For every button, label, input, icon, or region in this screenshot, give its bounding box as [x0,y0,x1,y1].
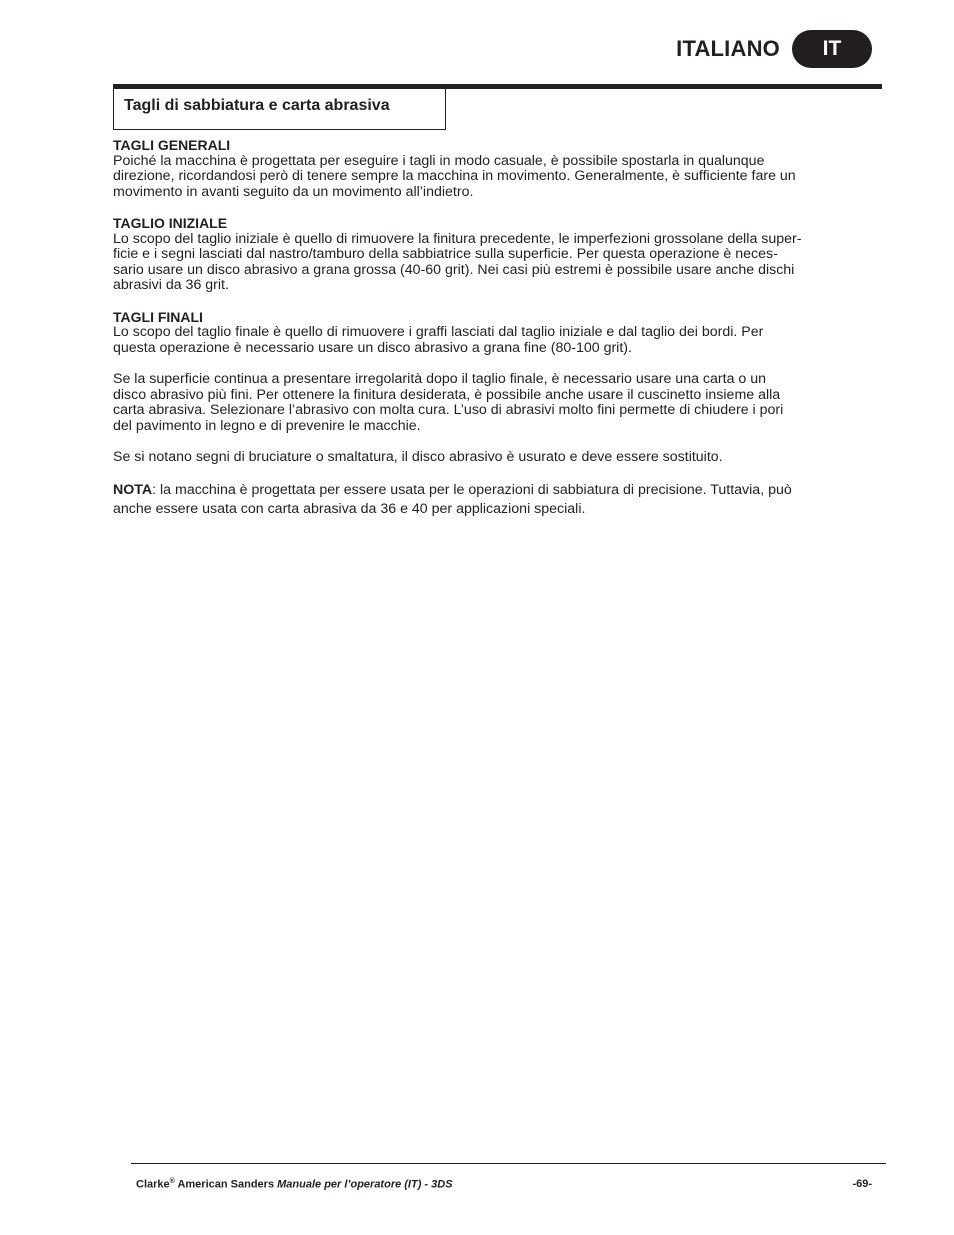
footer-manual-title: Manuale per l’operatore (IT) - 3DS [277,1178,453,1191]
body-line: movimento in avanti seguito da un movimento all’indietro. [113,183,474,200]
note-paragraph [113,481,875,519]
note-text: : la macchina è progettata per essere usata per le operazioni di sabbiatura di precisione. Tuttavia, può [152,482,792,499]
body-line: Lo scopo del taglio iniziale è quello di rimuovere la finitura precedente, le imperfezioni grossolane della super- [113,230,802,247]
body-line: carta abrasiva. Selezionare l’abrasivo con molta cura. L’uso di abrasivi molto fini permette di chiudere i pori [113,402,784,419]
block-heading: TAGLI GENERALI [113,137,231,153]
footer-company: American Sanders [174,1178,278,1191]
block-heading: TAGLIO INIZIALE [113,214,228,231]
language-name: ITALIANO [676,36,780,61]
page-content [113,138,875,535]
section-title: Tagli di sabbiatura e carta abrasiva [113,89,446,130]
language-badge: IT [792,30,872,68]
content-block [113,450,875,466]
content-block [113,310,875,357]
body-line: Se la superficie continua a presentare irregolarità dopo il taglio finale, è necessario usare una carta o un [113,370,767,387]
content-block [113,138,875,200]
page-number: -69- [852,1178,872,1190]
body-line: Se si notano segni di bruciature o smaltatura, il disco abrasivo è usurato e deve essere sostituito. [113,448,723,465]
registered-mark: ® [169,1178,175,1185]
footer-brand: Clarke [136,1178,170,1191]
footer-rule [131,1163,886,1164]
body-line: Poiché la macchina è progettata per eseguire i tagli in modo casuale, è possibile spostarla in qualunque [113,152,765,169]
body-line: ficie e i segni lasciati dal nastro/tamburo della sabbiatrice sulla superficie. Per questa operazione è neces- [113,246,778,263]
content-blocks [113,138,875,465]
content-block [113,216,875,294]
body-line: disco abrasivo più fini. Per ottenere la finitura desiderata, è possibile anche usare il cuscinetto insieme alla [113,386,781,403]
footer [136,1178,872,1191]
body-line: del pavimento in legno e di prevenire le macchie. [113,417,421,434]
note-line-1 [113,481,875,500]
block-heading: TAGLI FINALI [113,308,203,325]
note-label: NOTA [113,482,153,499]
body-line: Lo scopo del taglio finale è quello di rimuovere i graffi lasciati dal taglio iniziale e dal taglio dei bordi. Per [113,324,764,341]
body-line: questa operazione è necessario usare un disco abrasivo a grana fine (80-100 grit). [113,339,632,356]
content-block [113,372,875,434]
note-line-2: anche essere usata con carta abrasiva da 36 e 40 per applicazioni speciali. [113,501,586,518]
body-line: direzione, ricordandosi però di tenere sempre la macchina in movimento. Generalmente, è sufficiente fare un [113,168,796,185]
language-header [676,30,872,68]
body-line: abrasivi da 36 grit. [113,277,229,294]
body-line: sario usare un disco abrasivo a grana grossa (40-60 grit). Nei casi più estremi è possibile usare anche dischi [113,261,795,278]
